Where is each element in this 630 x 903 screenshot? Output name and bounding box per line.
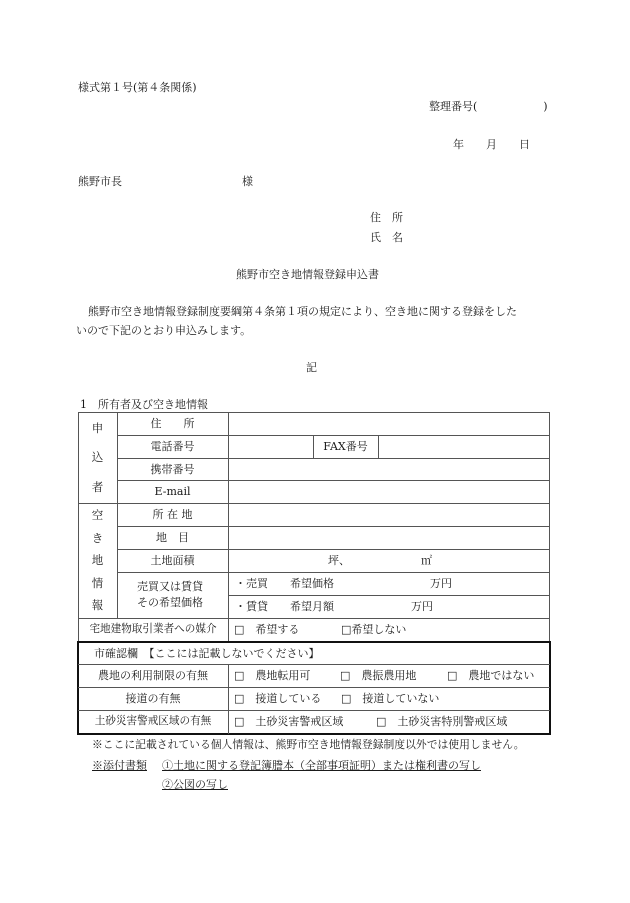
area-unit-m2: ㎡ [421, 554, 432, 567]
broker-label: 宅地建物取引業者への媒介 [89, 623, 217, 636]
area-unit-tsubo: 坪、 [328, 554, 350, 567]
sale-price-unit: 万円 [430, 577, 452, 590]
addressee-mayor: 熊野市長 [78, 175, 122, 188]
land-info-group-label: 空 き 地 情 報 [91, 508, 104, 612]
road-access-label: 接道の有無 [125, 692, 181, 705]
privacy-note: ※ここに記載されている個人情報は、熊野市空き地情報登録制度以外では使用しません。 [92, 738, 525, 751]
disaster-warning-checkbox[interactable]: □ 土砂災害警戒区域 [234, 715, 344, 728]
broker-yes-checkbox[interactable]: □ 希望する [234, 623, 300, 636]
city-section-header: 市確認欄 【ここには記載しないでください】 [94, 647, 320, 660]
attachment-2: ②公図の写し [162, 778, 228, 791]
section-heading: 1 所有者及び空き地情報 [80, 398, 208, 411]
disaster-zone-label: 土砂災害警戒区域の有無 [94, 715, 212, 728]
reference-number: 整理番号( ) [429, 100, 548, 113]
location-label: 所 在 地 [152, 508, 193, 521]
road-access-yes-checkbox[interactable]: □ 接道している [234, 692, 322, 705]
applicant-name-label: 氏 名 [370, 231, 403, 244]
farm-restriction-label: 農地の利用制限の有無 [98, 669, 208, 682]
broker-no-checkbox[interactable]: □希望しない [341, 623, 407, 636]
rent-price-text: ・賃貸 希望月額 [235, 600, 334, 613]
body-paragraph-line2: いので下記のとおり申込みします。 [76, 324, 252, 337]
fax-label: FAX番号 [323, 440, 368, 453]
date-field: 年 月 日 [453, 138, 530, 151]
disaster-special-checkbox[interactable]: □ 土砂災害特別警戒区域 [376, 715, 508, 728]
document-title: 熊野市空き地情報登録申込書 [236, 268, 379, 281]
sale-rent-label-1: 売買又は賃貸 [137, 580, 203, 593]
body-paragraph-line1: 熊野市空き地情報登録制度要綱第４条第１項の規定により、空き地に関する登録をした [88, 305, 517, 318]
attachment-1: ①土地に関する登記簿謄本（全部事項証明）または権利書の写し [162, 759, 481, 772]
form-number: 様式第１号(第４条関係) [78, 81, 197, 94]
phone-label: 電話番号 [150, 440, 195, 453]
mobile-label: 携帯番号 [150, 462, 195, 476]
land-category-label: 地 目 [156, 531, 189, 544]
applicant-group-label: 申 込 者 [91, 420, 104, 494]
not-farmland-checkbox[interactable]: □ 農地ではない [447, 669, 535, 682]
email-label: E-mail [154, 485, 191, 498]
land-area-label: 土地面積 [150, 554, 195, 567]
attachments-label: ※添付書類 [92, 759, 147, 772]
ki-marker: 記 [306, 361, 317, 374]
road-access-no-checkbox[interactable]: □ 接道していない [341, 692, 440, 705]
farm-convertible-checkbox[interactable]: □ 農地転用可 [234, 669, 311, 682]
farm-promotion-checkbox[interactable]: □ 農振農用地 [340, 669, 417, 682]
address-label: 住 所 [150, 417, 195, 430]
applicant-address-label: 住 所 [370, 211, 403, 224]
sale-price-text: ・売買 希望価格 [235, 577, 334, 590]
sale-rent-label-2: その希望価格 [137, 596, 203, 609]
rent-price-unit: 万円 [411, 600, 433, 613]
addressee-honorific: 様 [242, 175, 253, 188]
